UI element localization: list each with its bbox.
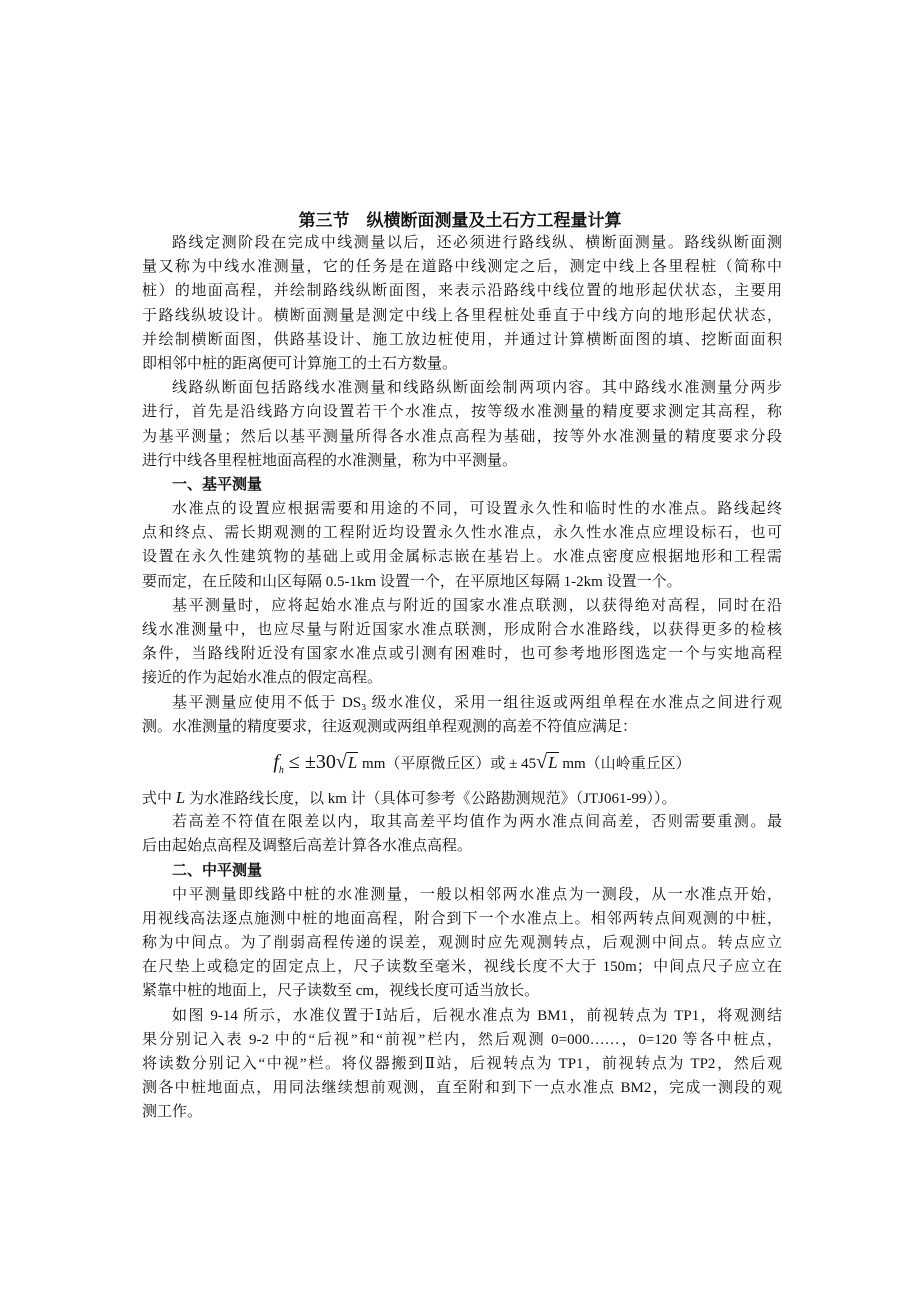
- text-line: 测工作。: [142, 1104, 203, 1121]
- text-line: 水准点的设置应根据需要和用途的不同，可设置永久性和临时性的水准点。路线起终: [172, 501, 782, 518]
- text-line: 测。水准测量的精度要求，往返观测或两组单程观测的高差不符值应满足：: [142, 718, 638, 735]
- text-line: 桩）的地面高程，并绘制路线纵断面图，来表示沿路线中线位置的地形起伏状态，主要用: [142, 283, 782, 300]
- sqrt-argument: [347, 752, 358, 774]
- text-line: 称为中间点。为了削弱高程传递的误差，观测时应先观测转点，后观测中间点。转点应立: [142, 935, 782, 952]
- text-line: 条件，当路线附近没有国家水准点或引测有困难时，也可参考地形图选定一个与实地高程: [142, 646, 782, 663]
- document-body: [142, 231, 782, 1125]
- precision-formula: [142, 739, 782, 786]
- paragraph: [142, 497, 782, 594]
- text-line: 于路线纵坡设计。横断面测量是测定中线上各里程桩处垂直于中线方向的地形起伏状态，: [142, 307, 782, 324]
- text-line: 路线定测阶段在完成中线测量以后，还必须进行路线纵、横断面测量。路线纵断面测: [172, 235, 782, 251]
- text-segment: 式中: [142, 790, 176, 807]
- section-heading: 二、中平测量: [172, 862, 263, 879]
- section-heading: 一、基平测量: [172, 476, 263, 493]
- text-line: 紧靠中桩的地面上，尺子读数至 cm，视线长度可适当放长。: [142, 983, 540, 1000]
- paragraph: [142, 883, 782, 1004]
- sqrt-symbol: √: [335, 750, 347, 773]
- paragraph: [142, 594, 782, 691]
- formula-subscript: h: [278, 764, 284, 776]
- sqrt-symbol: √: [536, 750, 548, 773]
- formula-variable-f: $f_h$: [273, 750, 284, 776]
- text-line: 线路纵断面包括路线水准测量和线路纵断面绘制两项内容。其中路线水准测量分两步: [172, 380, 782, 397]
- text-line: 为基平测量；然后以基平测量所得各水准点高程为基础，按等外水准测量的精度要求分段: [142, 428, 782, 445]
- text-line: 点和终点、需长期观测的工程附近均设置永久性水准点，永久性水准点应埋设标石，也可: [142, 525, 782, 542]
- paragraph: [142, 1004, 782, 1125]
- text-segment: 为水准路线长度，以 km 计（具体可参考《公路勘测规范》（JTJ061-99））。: [185, 790, 677, 807]
- formula-variable-L: L: [548, 752, 558, 772]
- text-line: [142, 786, 782, 810]
- text-line: 后由起始点高程及调整后高差计算各水准点高程。: [142, 838, 473, 855]
- sqrt-argument: [547, 752, 558, 774]
- text-line: 要而定，在丘陵和山区每隔 0.5-1km 设置一个，在平原地区每隔 1-2km 设置一个。: [142, 573, 682, 590]
- text-line: 并绘制横断面图，供路基设计、施工放边桩使用，并通过计算横断面图的填、挖断面面积: [142, 331, 782, 348]
- text-line: 量又称为中线水准测量，它的任务是在道路中线测定之后，测定中线上各里程桩（简称中: [142, 259, 782, 276]
- text-line: 若高差不符值在限差以内，取其高差平均值作为两水准点间高差，否则需要重测。最: [172, 814, 782, 831]
- text-line: 进行中线各里程桩地面高程的水准测量，称为中平测量。: [142, 452, 518, 469]
- text-line: 线水准测量中，也应尽量与附近国家水准点联测，形成附合水准路线，以获得更多的检核: [142, 622, 782, 638]
- text-line: 接近的作为起始水准点的假定高程。: [142, 670, 383, 687]
- paragraph: [142, 786, 782, 810]
- paragraph: [142, 231, 782, 376]
- text-line: 进行，首先是沿线路方向设置若干个水准点，按等级水准测量的精度要求测定其高程，称: [142, 404, 782, 421]
- paragraph: [142, 810, 782, 858]
- section-title: 第三节 纵横断面测量及土石方工程量计算: [298, 211, 622, 230]
- formula-operator: ≤ ±30: [283, 750, 336, 773]
- math-variable: L: [175, 787, 186, 807]
- text-line: 如图 9-14 所示，水准仪置于Ⅰ站后，后视水准点为 BM1，前视转点为 TP1，将观测结: [172, 1007, 782, 1024]
- text-line: 基平测量应使用不低于 DS₃ 级水准仪，采用一组往返或两组单程在水准点之间进行观: [172, 694, 782, 711]
- formula-text: mm（山岭重丘区）: [558, 755, 691, 772]
- text-line: 将读数分别记入“中视”栏。将仪器搬到Ⅱ站，后视转点为 TP1，前视转点为 TP2，然后观: [142, 1056, 782, 1072]
- paragraph: [142, 691, 782, 739]
- text-line: 用视线高法逐点施测中桩的地面高程，附合到下一个水准点上。相邻两转点间观测的中桩，: [142, 910, 782, 927]
- text-line: 即相邻中桩的距离便可计算施工的土石方数量。: [142, 355, 458, 372]
- text-line: 在尺垫上或稳定的固定点上，尺子读数至毫米，视线长度不大于 150m；中间点尺子应立在: [142, 959, 782, 976]
- text-line: 测各中桩地面点，用同法继续想前观测，直至附和到下一点水准点 BM2，完成一测段的观: [142, 1080, 782, 1097]
- formula-text: mm（平原微丘区）或 ± 45: [358, 755, 537, 772]
- text-line: 基平测量时，应将起始水准点与附近的国家水准点联测，以获得绝对高程，同时在沿: [172, 597, 782, 614]
- text-line: 中平测量即线路中桩的水准测量，一般以相邻两水准点为一测段，从一水准点开始，: [172, 886, 782, 903]
- paragraph: [142, 376, 782, 473]
- text-line: 设置在永久性建筑物的基础上或用金属标志嵌在基岩上。水准点密度应根据地形和工程需: [142, 549, 782, 566]
- text-line: 果分别记入表 9-2 中的“后视”和“前视”栏内，然后观测 0=000……，0=120 等各中桩点，: [142, 1031, 782, 1048]
- formula-variable-L: L: [347, 752, 358, 772]
